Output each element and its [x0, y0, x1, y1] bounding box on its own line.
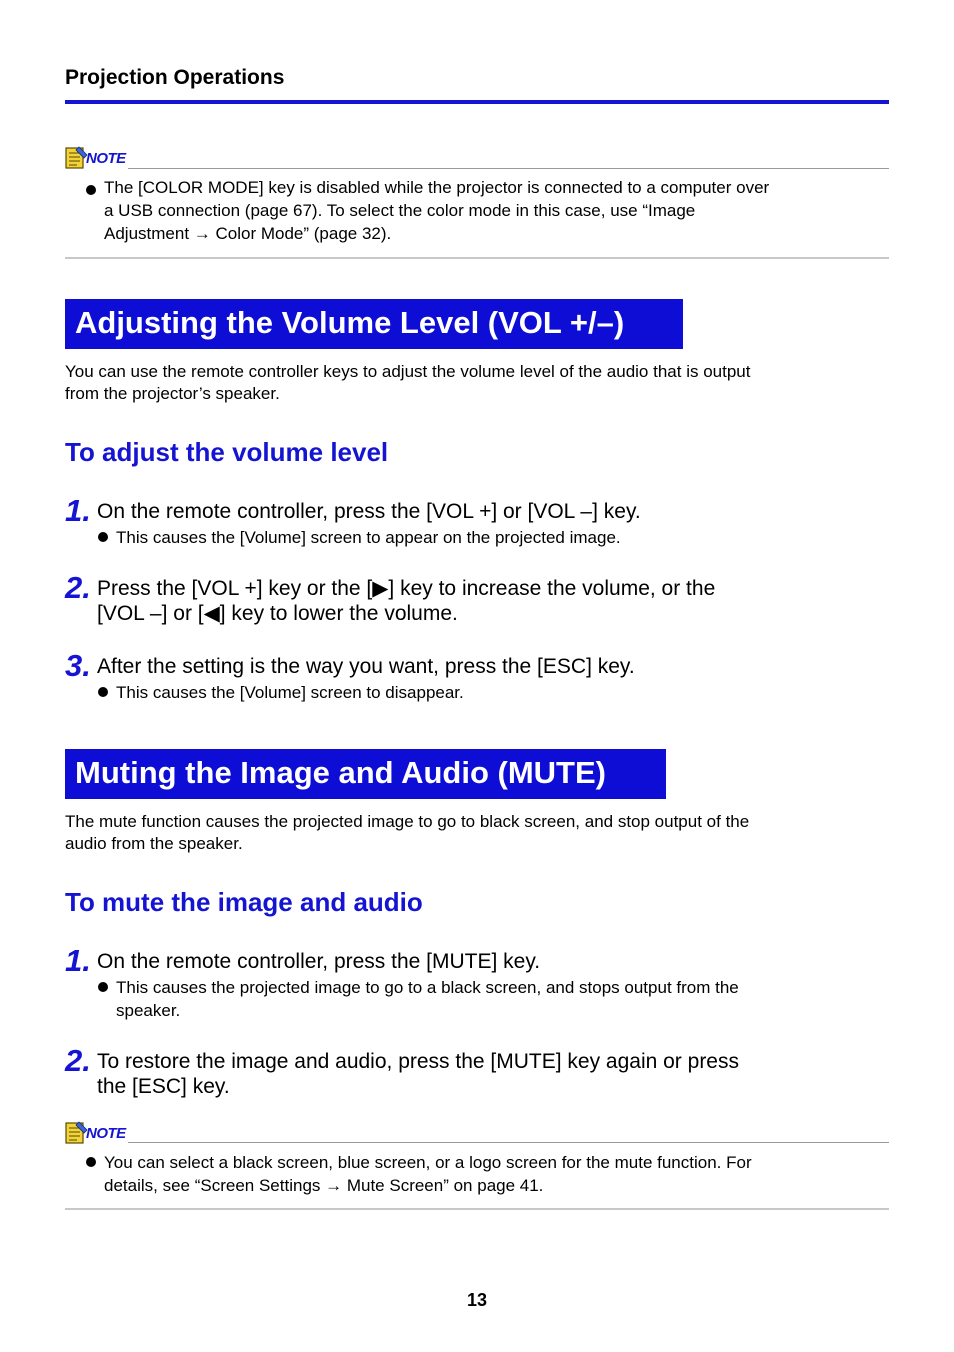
step-text: On the remote controller, press the [MUTE] key.	[97, 950, 541, 973]
note1-line: The [COLOR MODE] key is disabled while the projector is connected to a computer over	[104, 178, 770, 197]
subheading-adjust-volume: To adjust the volume level	[65, 437, 389, 467]
subheading-mute: To mute the image and audio	[65, 887, 423, 917]
step-bullet-text	[116, 976, 739, 1022]
section-title-volume: Adjusting the Volume Level (VOL +/–)	[65, 299, 683, 349]
bullet-dot-icon	[98, 982, 108, 992]
note-divider-bottom	[65, 1208, 889, 1210]
step-number: 3.	[65, 648, 91, 683]
step-text: After the setting is the way you want, press the [ESC] key.	[97, 655, 635, 678]
note-label: NOTE	[86, 1125, 126, 1142]
note-label: NOTE	[86, 150, 126, 167]
intro-line: The mute function causes the projected image to go to black screen, and stop output of the	[65, 812, 750, 831]
page-header-title: Projection Operations	[65, 66, 285, 89]
section-intro-volume	[65, 361, 750, 405]
intro-line: You can use the remote controller keys to adjust the volume level of the audio that is output	[65, 362, 751, 381]
bullet-dot-icon	[98, 687, 108, 697]
step-number: 2.	[65, 1043, 91, 1078]
note2-line: You can select a black screen, blue screen, or a logo screen for the mute function. For	[104, 1153, 752, 1172]
bullet-dot-icon	[98, 532, 108, 542]
note-divider-top	[128, 168, 889, 169]
page-number: 13	[466, 1290, 488, 1310]
intro-line: from the projector’s speaker.	[65, 384, 280, 403]
note-divider-top	[128, 1142, 889, 1143]
step-line: [VOL –] or [◀] key to lower the volume.	[97, 602, 458, 625]
step-line: To restore the image and audio, press the [MUTE] key again or press	[97, 1050, 739, 1073]
step-bullet-text: This causes the [Volume] screen to disappear.	[116, 683, 464, 702]
bullet-dot-icon	[86, 185, 96, 195]
step-number: 1.	[65, 493, 91, 528]
note-divider-bottom	[65, 257, 889, 259]
bullet-line: speaker.	[116, 1001, 181, 1020]
step-text	[97, 576, 715, 626]
step-line: Press the [VOL +] key or the [▶] key to increase the volume, or the	[97, 577, 716, 600]
step-line: the [ESC] key.	[97, 1075, 230, 1098]
step-text	[97, 1049, 739, 1099]
note2-text	[104, 1151, 752, 1197]
bullet-dot-icon	[86, 1157, 96, 1167]
step-number: 1.	[65, 943, 91, 978]
step-text: On the remote controller, press the [VOL +] or [VOL –] key.	[97, 500, 641, 523]
intro-line: audio from the speaker.	[65, 834, 243, 853]
step-number: 2.	[65, 570, 91, 605]
header-rule	[65, 100, 889, 104]
note1-line: Adjustment → Color Mode” (page 32).	[104, 224, 392, 243]
note1-line: a USB connection (page 67). To select the color mode in this case, use “Image	[104, 201, 696, 220]
bullet-line: This causes the projected image to go to a black screen, and stops output from the	[116, 978, 739, 997]
note2-line: details, see “Screen Settings → Mute Screen” on page 41.	[104, 1176, 544, 1195]
step-bullet-text: This causes the [Volume] screen to appear on the projected image.	[116, 528, 621, 547]
section-title-mute: Muting the Image and Audio (MUTE)	[65, 749, 666, 799]
section-intro-mute	[65, 811, 749, 855]
note1-text	[104, 176, 769, 245]
